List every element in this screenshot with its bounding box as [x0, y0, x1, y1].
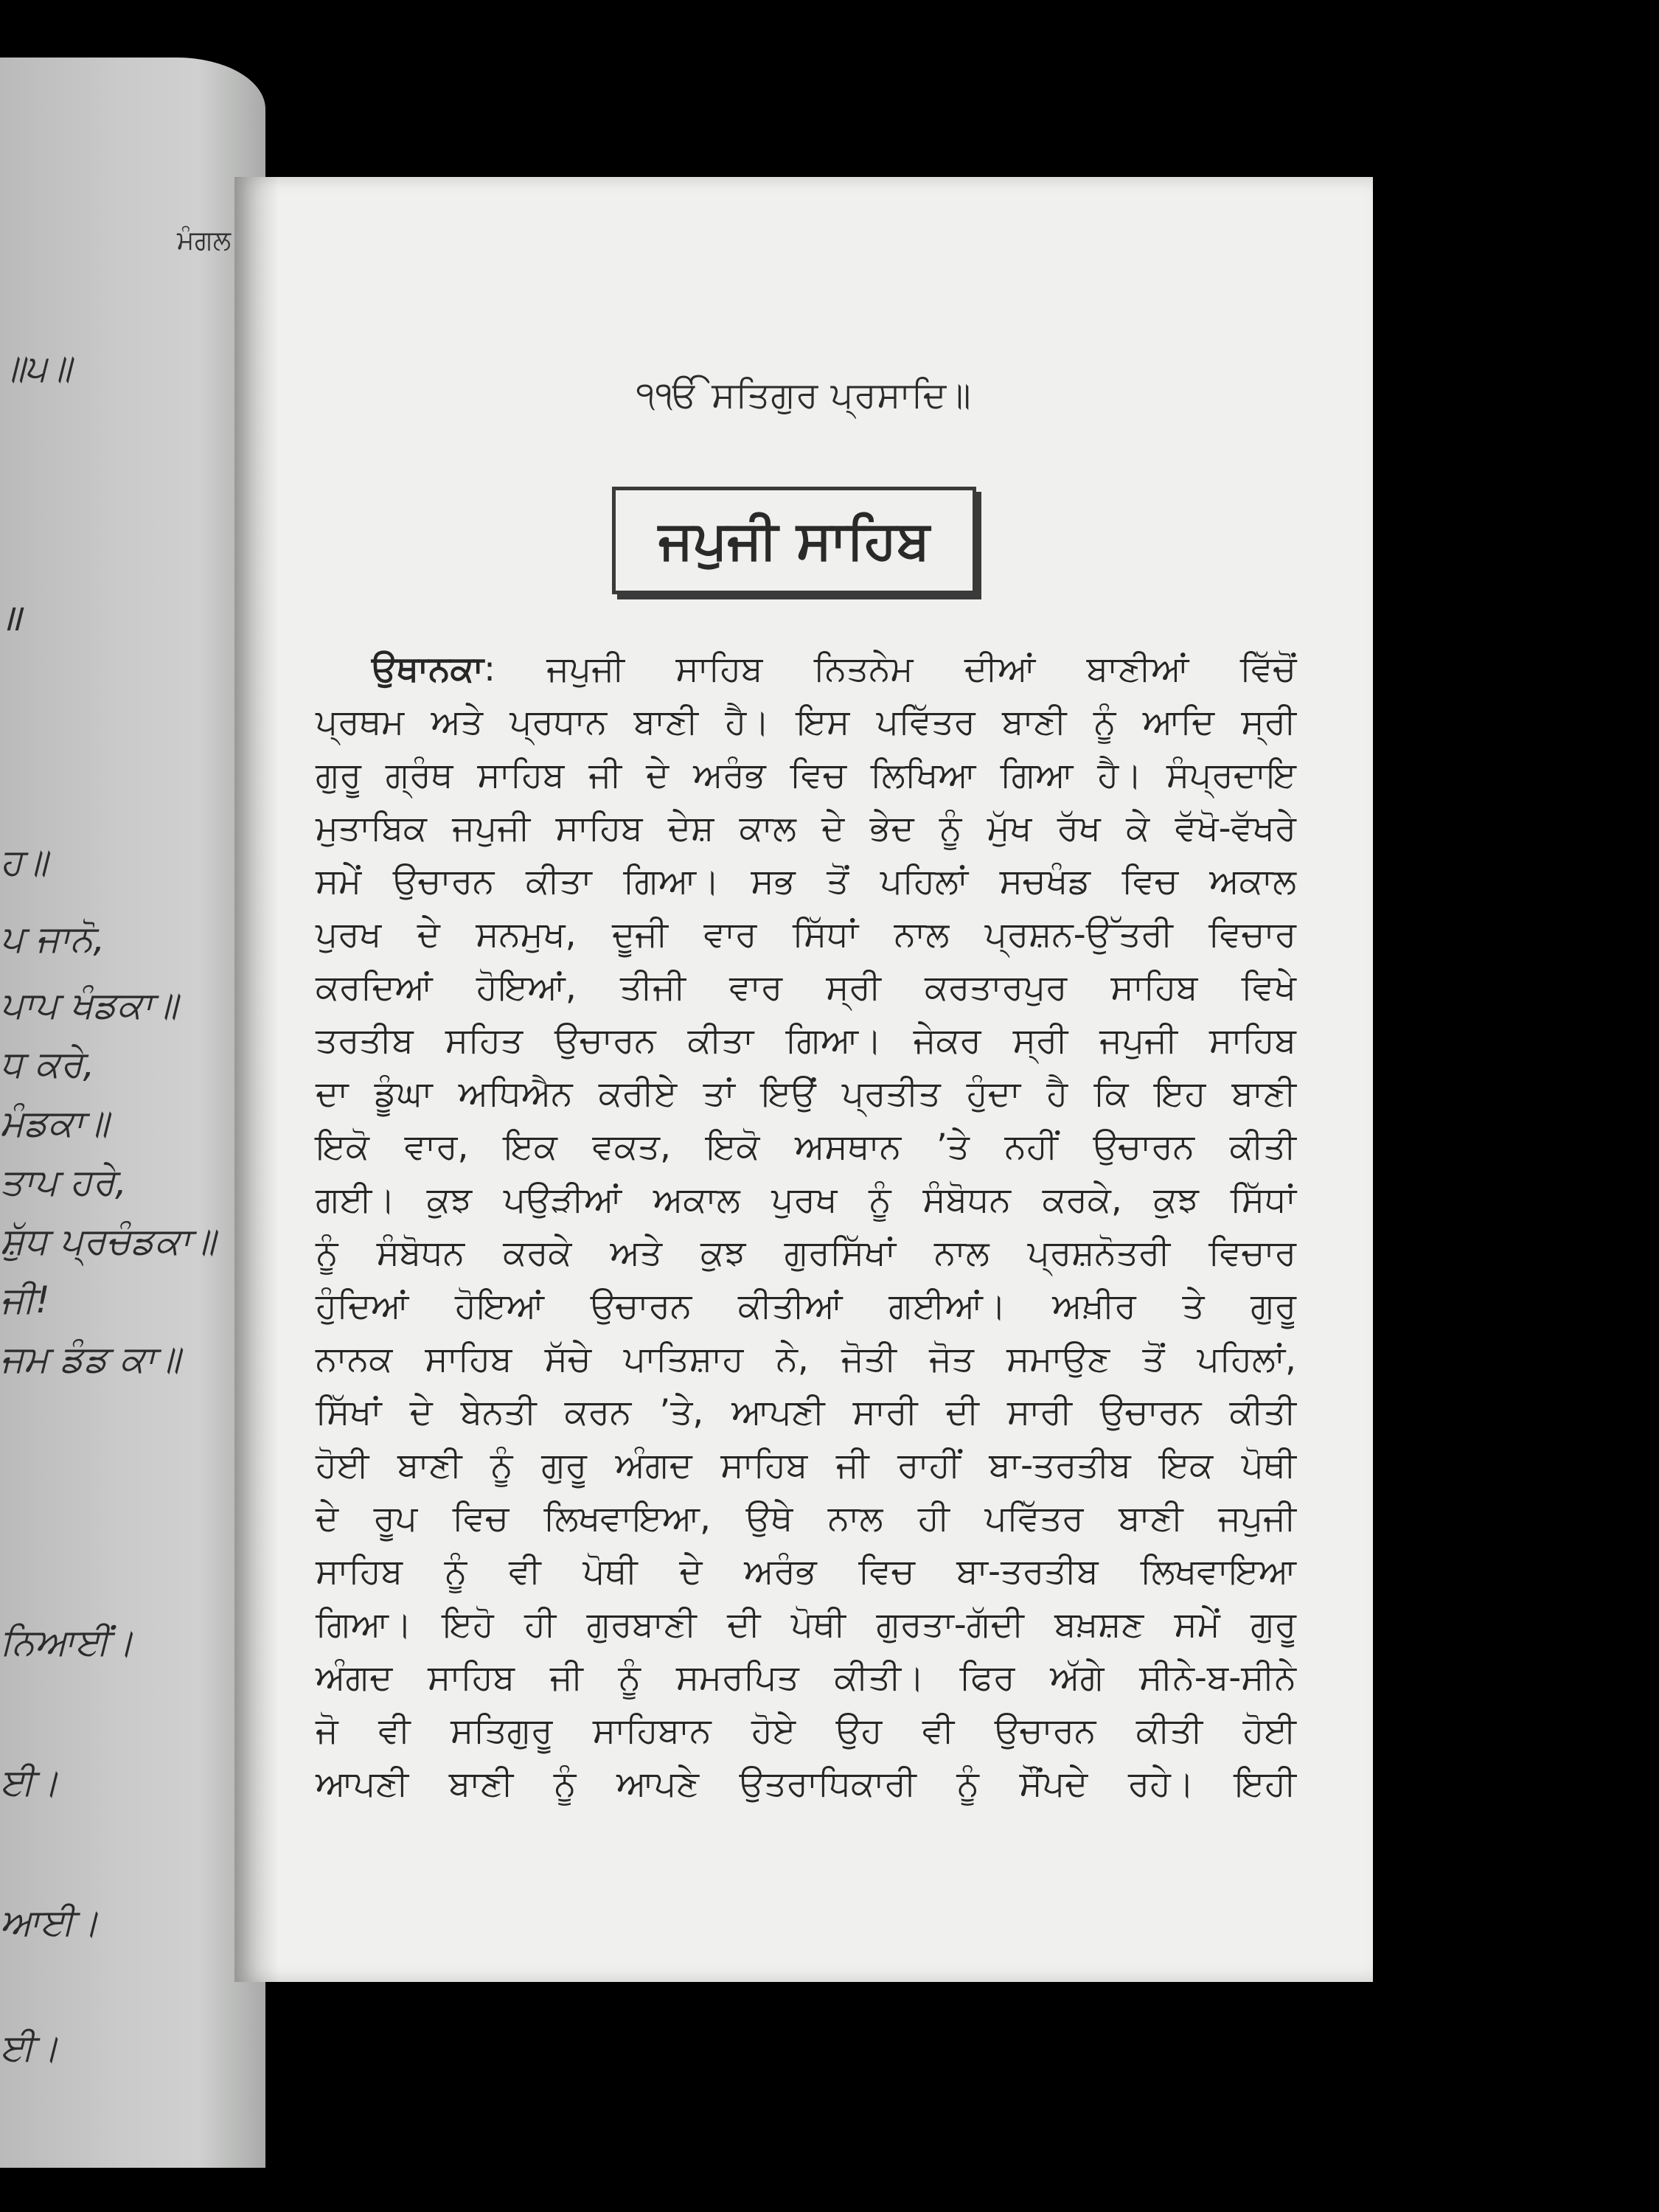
left-page-line: ਪ ਜਾਨੋ, [0, 917, 105, 960]
text-line: ਕਰਦਿਆਂ ਹੋਇਆਂ, ਤੀਜੀ ਵਾਰ ਸ੍ਰੀ ਕਰਤਾਰਪੁਰ ਸਾਹਿਬ ਵਿਖੇ [316, 967, 1296, 1008]
title-box [612, 487, 976, 594]
left-page-line: ਧ ਕਰੇ, [0, 1043, 95, 1085]
left-page [0, 58, 265, 2168]
left-page-line: ਈ। [0, 2026, 60, 2069]
page-title: ਜਪੁਜੀ ਸਾਹਿਬ [658, 509, 931, 571]
text-line: ਨੂੰ ਸੰਬੋਧਨ ਕਰਕੇ ਅਤੇ ਕੁਝ ਗੁਰਸਿੱਖਾਂ ਨਾਲ ਪ੍ਰਸ਼ਨੋਤਰੀ ਵਿਚਾਰ [316, 1233, 1296, 1273]
text-line: ਪ੍ਰਥਮ ਅਤੇ ਪ੍ਰਧਾਨ ਬਾਣੀ ਹੈ। ਇਸ ਪਵਿੱਤਰ ਬਾਣੀ ਨੂੰ ਆਦਿ ਸ੍ਰੀ [316, 702, 1296, 742]
left-page-line: ਤਾਪ ਹਰੇ, [0, 1161, 128, 1203]
left-page-line: ਜੀ! [0, 1279, 50, 1321]
left-page-line: ਮੰਡਕਾ॥ [0, 1102, 109, 1144]
text-line: ਇਕੋ ਵਾਰ, ਇਕ ਵਕਤ, ਇਕੋ ਅਸਥਾਨ ’ਤੇ ਨਹੀਂ ਉਚਾਰਨ ਕੀਤੀ [316, 1127, 1296, 1167]
left-page-line: ਸ਼ੁੱਧ ਪ੍ਰਚੰਡਕਾ॥ [0, 1220, 216, 1262]
text-line [316, 643, 1296, 696]
text-line: ਤਰਤੀਬ ਸਹਿਤ ਉਚਾਰਨ ਕੀਤਾ ਗਿਆ। ਜੇਕਰ ਸ੍ਰੀ ਜਪੁਜੀ ਸਾਹਿਬ [316, 1020, 1296, 1061]
text-line: ਪੁਰਖ ਦੇ ਸਨਮੁਖ, ਦੂਜੀ ਵਾਰ ਸਿੱਧਾਂ ਨਾਲ ਪ੍ਰਸ਼ਨ-ਉੱਤਰੀ ਵਿਚਾਰ [316, 914, 1296, 955]
left-page-line: ॥ [0, 597, 22, 639]
left-page-line: ਈ। [0, 1761, 60, 1804]
left-page-line: ਆਈ। [0, 1901, 100, 1944]
left-page-line: ਹ॥ [0, 841, 48, 883]
text-line: ਨਾਨਕ ਸਾਹਿਬ ਸੱਚੇ ਪਾਤਿਸ਼ਾਹ ਨੇ, ਜੋਤੀ ਜੋਤ ਸਮਾਉਣ ਤੋਂ ਪਹਿਲਾਂ, [316, 1339, 1296, 1380]
left-page-line: ਨਿਆਈਂ। [0, 1621, 134, 1663]
left-page-header: ਮੰਗਲ [177, 226, 232, 256]
text-line: ਗਈ। ਕੁਝ ਪਉੜੀਆਂ ਅਕਾਲ ਪੁਰਖ ਨੂੰ ਸੰਬੋਧਨ ਕਰਕੇ, ਕੁਝ ਸਿੱਧਾਂ [316, 1180, 1297, 1220]
text-line: ਹੁੰਦਿਆਂ ਹੋਇਆਂ ਉਚਾਰਨ ਕੀਤੀਆਂ ਗਈਆਂ। ਅਖ਼ੀਰ ਤੇ ਗੁਰੂ [316, 1286, 1296, 1326]
invocation-heading: ੧ੴ ਸਤਿਗੁਰ ਪ੍ਰਸਾਦਿ॥ [636, 375, 972, 416]
right-page [234, 177, 1373, 1982]
text-line: ਸਿੱਖਾਂ ਦੇ ਬੇਨਤੀ ਕਰਨ ’ਤੇ, ਆਪਣੀ ਸਾਰੀ ਦੀ ਸਾਰੀ ਉਚਾਰਨ ਕੀਤੀ [316, 1392, 1296, 1433]
text-line: ਦਾ ਡੂੰਘਾ ਅਧਿਐਨ ਕਰੀਏ ਤਾਂ ਇਉਂ ਪ੍ਰਤੀਤ ਹੁੰਦਾ ਹੈ ਕਿ ਇਹ ਬਾਣੀ [316, 1074, 1296, 1114]
left-page-line: ਪਾਪ ਖੰਡਕਾ॥ [0, 984, 178, 1026]
body-text [316, 643, 1296, 1811]
text-line: ਗੁਰੂ ਗ੍ਰੰਥ ਸਾਹਿਬ ਜੀ ਦੇ ਅਰੰਭ ਵਿਚ ਲਿਖਿਆ ਗਿਆ ਹੈ। ਸੰਪ੍ਰਦਾਇ [316, 755, 1296, 796]
left-page-line: ਜਮ ਡੰਡ ਕਾ॥ [0, 1338, 181, 1380]
text-line: ਹੋਈ ਬਾਣੀ ਨੂੰ ਗੁਰੂ ਅੰਗਦ ਸਾਹਿਬ ਜੀ ਰਾਹੀਂ ਬਾ-ਤਰਤੀਬ ਇਕ ਪੋਥੀ [316, 1445, 1296, 1486]
text-line: ਮੁਤਾਬਿਕ ਜਪੁਜੀ ਸਾਹਿਬ ਦੇਸ਼ ਕਾਲ ਦੇ ਭੇਦ ਨੂੰ ਮੁੱਖ ਰੱਖ ਕੇ ਵੱਖੋ-ਵੱਖਰੇ [316, 808, 1296, 849]
text-line: ਸਮੇਂ ਉਚਾਰਨ ਕੀਤਾ ਗਿਆ। ਸਭ ਤੋਂ ਪਹਿਲਾਂ ਸਚਖੰਡ ਵਿਚ ਅਕਾਲ [316, 861, 1296, 902]
text-line-rest: : ਜਪੁਜੀ ਸਾਹਿਬ ਨਿਤਨੇਮ ਦੀਆਂ ਬਾਣੀਆਂ ਵਿੱਚੋਂ [484, 649, 1296, 689]
text-line: ਸਾਹਿਬ ਨੂੰ ਵੀ ਪੋਥੀ ਦੇ ਅਰੰਭ ਵਿਚ ਬਾ-ਤਰਤੀਬ ਲਿਖਵਾਇਆ [316, 1551, 1296, 1592]
left-page-line: ॥੫॥ [0, 347, 72, 389]
text-line: ਗਿਆ। ਇਹੋ ਹੀ ਗੁਰਬਾਣੀ ਦੀ ਪੋਥੀ ਗੁਰਤਾ-ਗੱਦੀ ਬਖ਼ਸ਼ਣ ਸਮੇਂ ਗੁਰੂ [316, 1604, 1296, 1645]
text-line: ਦੇ ਰੂਪ ਵਿਚ ਲਿਖਵਾਇਆ, ਉਥੇ ਨਾਲ ਹੀ ਪਵਿੱਤਰ ਬਾਣੀ ਜਪੁਜੀ [316, 1498, 1296, 1539]
text-line: ਆਪਣੀ ਬਾਣੀ ਨੂੰ ਆਪਣੇ ਉਤਰਾਧਿਕਾਰੀ ਨੂੰ ਸੌਂਪਦੇ ਰਹੇ। ਇਹੀ [316, 1764, 1296, 1804]
lead-word: ਉਥਾਨਕਾ [372, 649, 484, 689]
text-line: ਅੰਗਦ ਸਾਹਿਬ ਜੀ ਨੂੰ ਸਮਰਪਿਤ ਕੀਤੀ। ਫਿਰ ਅੱਗੇ ਸੀਨੇ-ਬ-ਸੀਨੇ [316, 1658, 1296, 1698]
text-line: ਜੋ ਵੀ ਸਤਿਗੁਰੂ ਸਾਹਿਬਾਨ ਹੋਏ ਉਹ ਵੀ ਉਚਾਰਨ ਕੀਤੀ ਹੋਈ [316, 1711, 1296, 1751]
